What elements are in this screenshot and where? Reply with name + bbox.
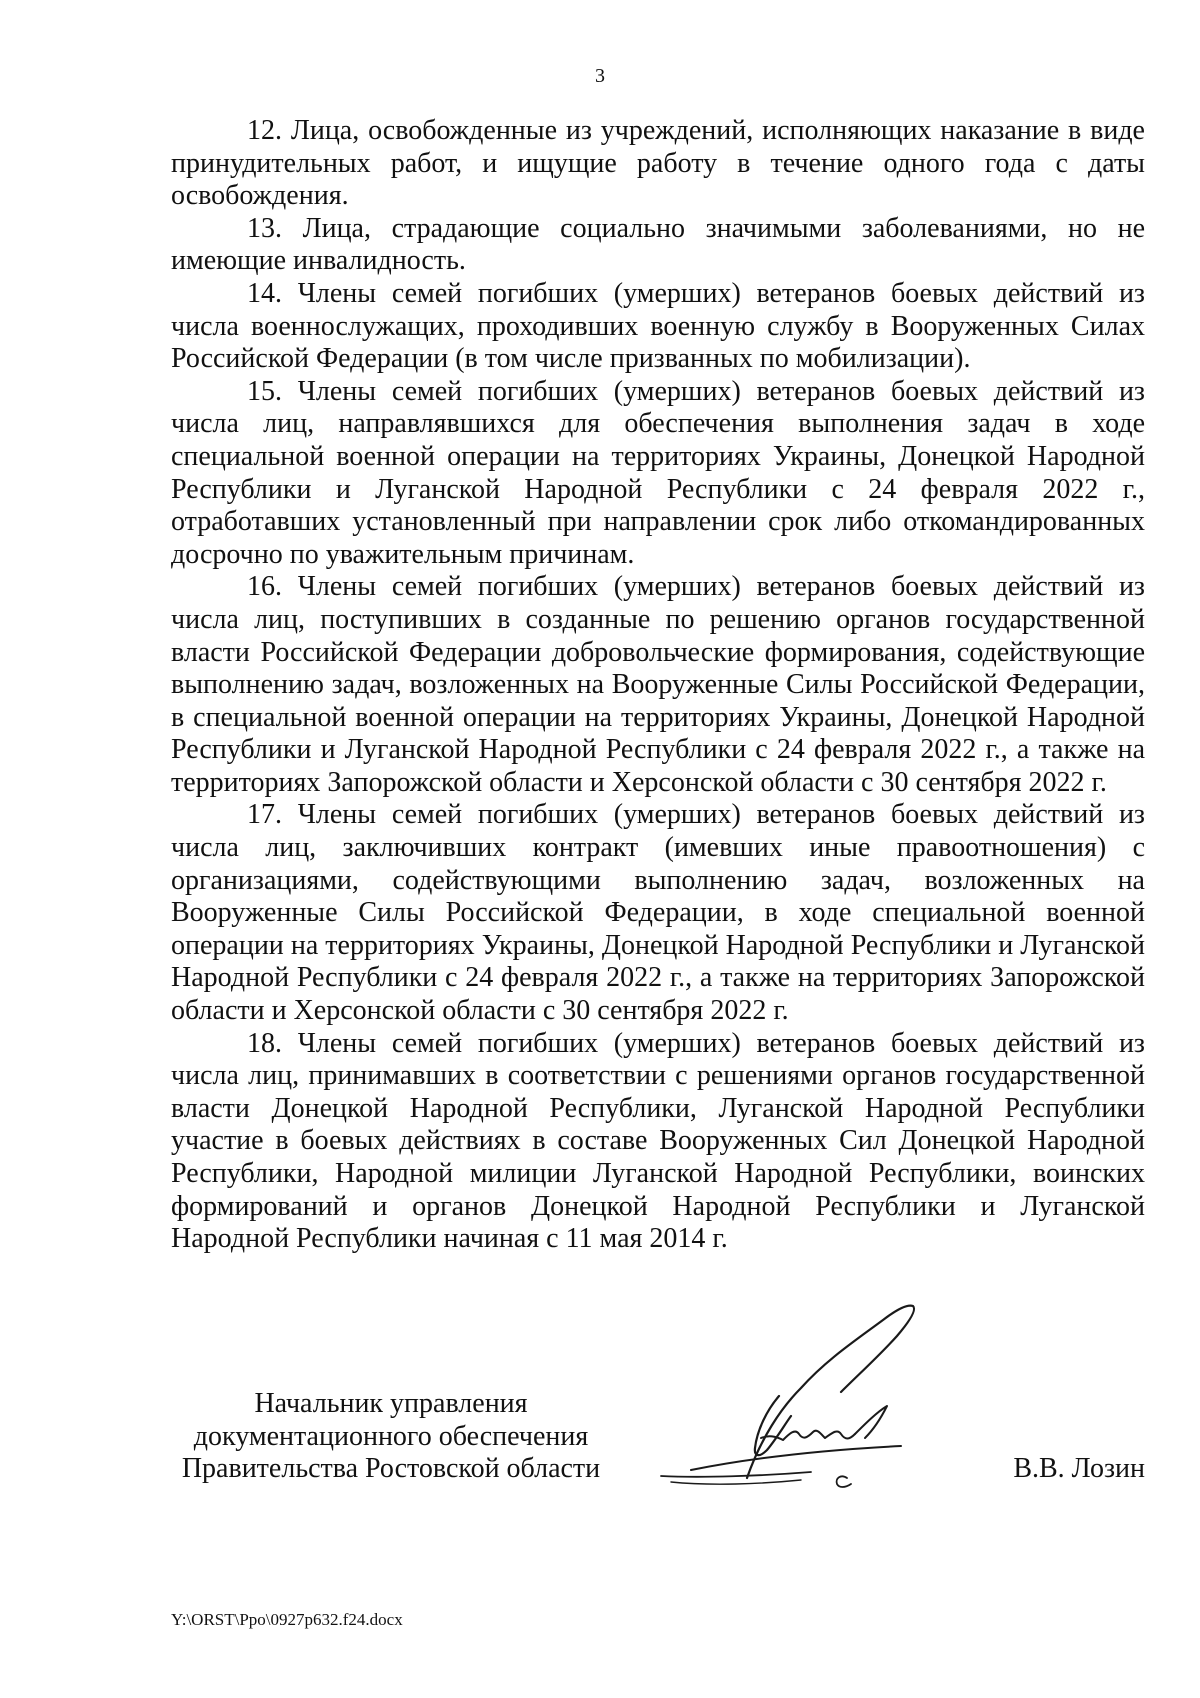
signer-position-line-1: Начальник управления (254, 1388, 528, 1419)
file-path: Y:\ORST\Ppo\0927p632.f24.docx (171, 1610, 403, 1629)
signer-position-line-2: документационного обеспечения (193, 1420, 589, 1452)
handwritten-signature (651, 1288, 981, 1488)
page-number: 3 (595, 65, 605, 87)
list-item-15: 15. Члены семей погибших (умерших) ветеранов боевых действий из числа лиц, направлявшихся для обеспечения выполнения задач в ходе специальной военной операции на территориях Украины, Донецкой Народной Республики и Луганской Народной Республики с 24 февраля 2022 г., отработавших установленный при направлении срок либо откомандированных досрочно по уважительным причинам. (171, 375, 1145, 570)
list-item-17: 17. Члены семей погибших (умерших) ветеранов боевых действий из числа лиц, заключивших контракт (имевших иные правоотношения) с организациями, содействующими выполнению задач, возложенных на Вооруженные Силы Российской Федерации, в ходе специальной военной операции на территориях Украины, Донецкой Народной Республики и Луганской Народной Республики с 24 февраля 2022 г., а также на территориях Запорожской области и Херсонской области с 30 сентября 2022 г. (171, 799, 1145, 1027)
signer-position-line-3: Правительства Ростовской области (181, 1453, 601, 1485)
list-item-12: 12. Лица, освобожденные из учреждений, исполняющих наказание в виде принудительных работ, и ищущие работу в течение одного года с даты освобождения. (171, 115, 1145, 212)
list-item-16: 16. Члены семей погибших (умерших) ветеранов боевых действий из числа лиц, поступивших в созданные по решению органов государственной власти Российской Федерации добровольческие формирования, содействующие выполнению задач, возложенных на Вооруженные Силы Российской Федерации, в специальной военной операции на территориях Украины, Донецкой Народной Республики и Луганской Народной Республики с 24 февраля 2022 г., а также на территориях Запорожской области и Херсонской области с 30 сентября 2022 г. (171, 571, 1145, 798)
list-item-14: 14. Члены семей погибших (умерших) ветеранов боевых действий из числа военнослужащих, проходивших военную службу в Вооруженных Силах Российской Федерации (в том числе призванных по мобилизации). (171, 277, 1145, 375)
document-body (171, 115, 1145, 1256)
signer-name: В.В. Лозин (1013, 1453, 1145, 1484)
signature-block (171, 1388, 1145, 1528)
list-item-13: 13. Лица, страдающие социально значимыми заболеваниями, но не имеющие инвалидность. (171, 212, 1145, 277)
signer-position (171, 1388, 611, 1486)
list-item-18: 18. Члены семей погибших (умерших) ветеранов боевых действий из числа лиц, принимавших в соответствии с решениями органов государственной власти Донецкой Народной Республики, Луганской Народной Республики участие в боевых действиях в составе Вооруженных Сил Донецкой Народной Республики, Народной милиции Луганской Народной Республики, воинских формирований и органов Донецкой Народной Республики и Луганской Народной Республики начиная с 11 мая 2014 г. (171, 1027, 1145, 1255)
